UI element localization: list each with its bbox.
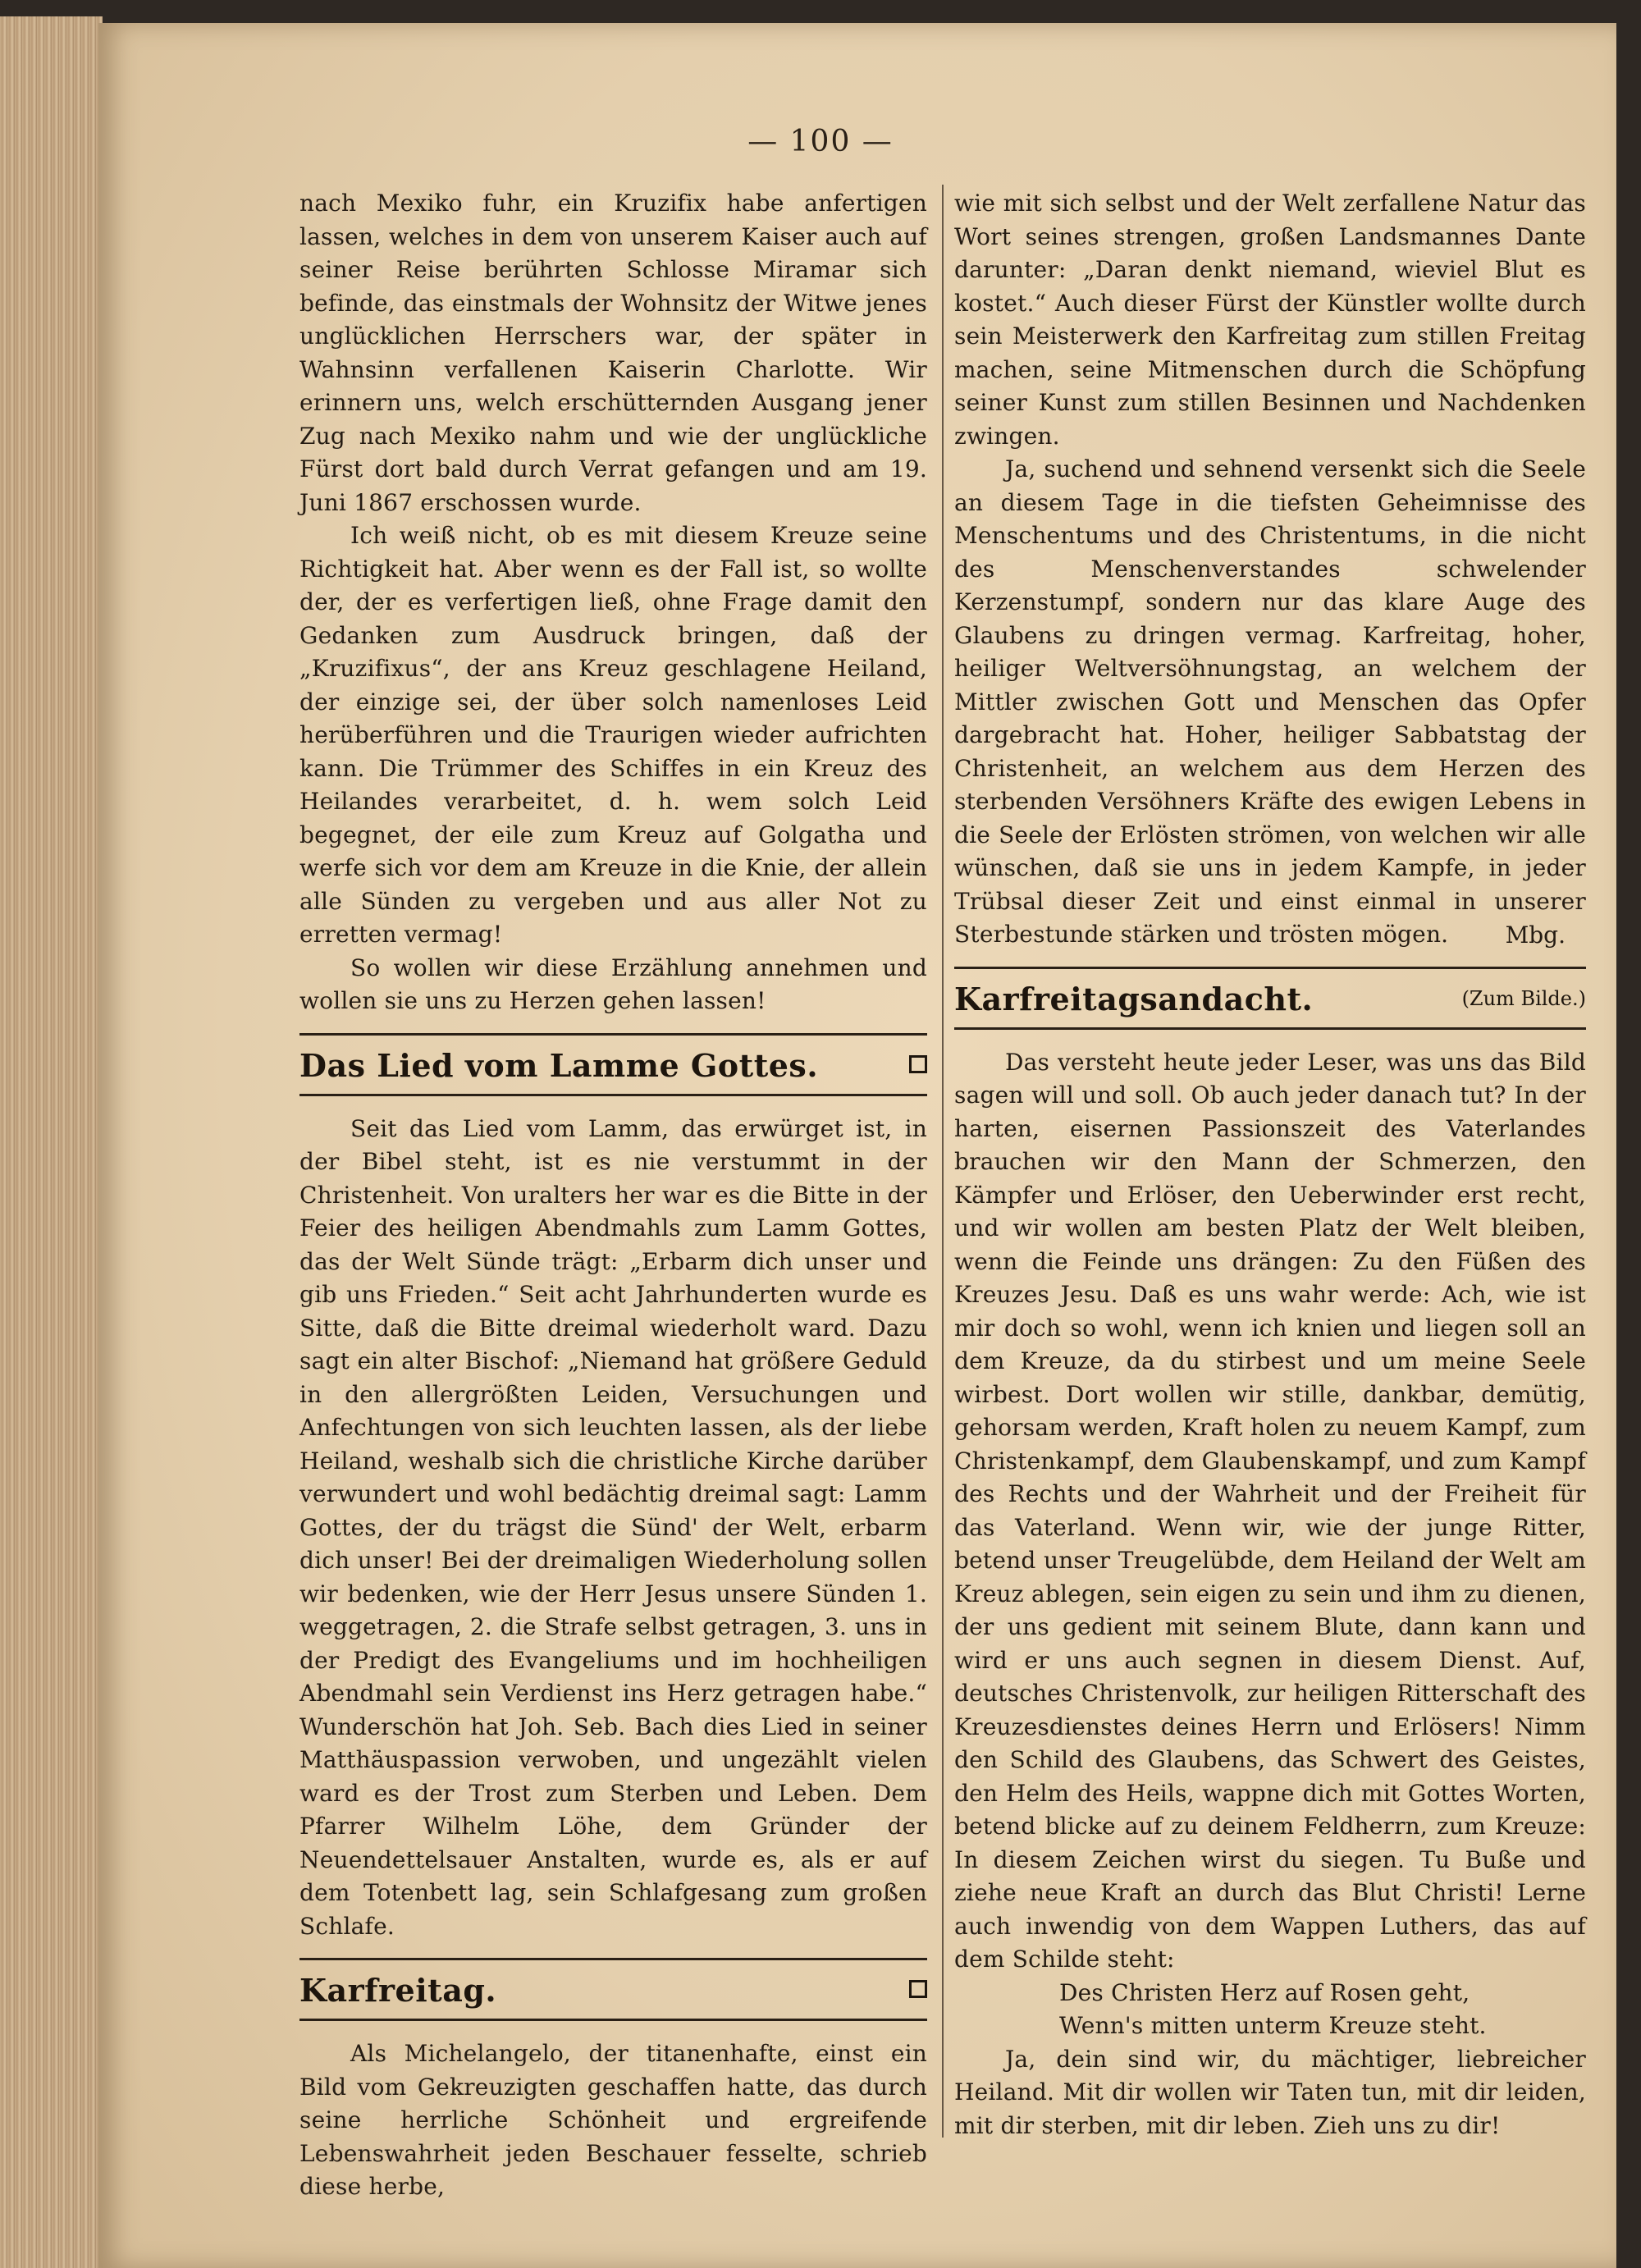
section-title-karfreitag: Karfreitag. (299, 1972, 497, 2009)
section-note-bild: (Zum Bilde.) (1461, 986, 1586, 1010)
right-column (954, 187, 1586, 2142)
left-column (299, 187, 927, 2204)
section-header-karfreitag (299, 1958, 927, 2021)
andacht-paragraph: Das versteht heute jeder Leser, was uns das Bild sagen will und soll. Ob auch jeder danach tut? In der harten, eisernen Passionszeit des Vaterlandes brauchen wir den Mann der Schmerzen, den Kämpfer und Erlöser, den Ueberwinder erst recht, und wir wollen am besten Platz der Welt bleiben, wenn die Feinde uns drängen: Zu den Füßen des Kreuzes Jesu. Daß es uns wahr werde: Ach, wie ist mir doch so wohl, wenn ich knien und liegen soll an dem Kreuze, da du stirbest und um meine Seele wirbest. Dort wollen wir stille, dankbar, demütig, gehorsam werden, Kraft holen zu neuem Kampf, zum Christenkampf, dem Glaubenskampf, und zum Kampf des Rechts und der Wahrheit und der Freiheit für das Vaterland. Wenn wir, wie der junge Ritter, betend unser Treugelübde, dem Heiland der Welt am Kreuz ablegen, sein eigen zu sein und ihm zu dienen, der uns gedient mit seinem Blute, dann kann und wird er uns auch segnen in diesem Dienst. Auf, deutsches Christenvolk, zur heiligen Ritterschaft des Kreuzesdienstes deines Herrn und Erlösers! Nimm den Schild des Glaubens, das Schwert des Geistes, den Helm des Heils, wappne dich mit Gottes Worten, betend blicke auf zu deinem Feldherrn, zum Kreuze: In diesem Zeichen wirst du siegen. Tu Buße und ziehe neue Kraft an durch das Blut Christi! Lerne auch inwendig von dem Wappen Luthers, das auf dem Schilde steht: (954, 1048, 1586, 1973)
verse-line-1: Des Christen Herz auf Rosen geht, (1059, 1978, 1470, 2006)
author-signature: Mbg. (1505, 921, 1566, 949)
left-paragraph-3: So wollen wir diese Erzählung annehmen und wollen sie uns zu Herzen gehen lassen! (299, 953, 927, 1014)
book-page-edges (0, 16, 103, 2268)
section-header-lamm (299, 1033, 927, 1096)
page-number: — 100 — (747, 125, 894, 158)
section-title-lamm: Das Lied vom Lamme Gottes. (299, 1046, 819, 1084)
andacht-closing: Ja, dein sind wir, du mächtiger, liebreicher Heiland. Mit dir wollen wir Taten tun, mit dir leiden, mit dir sterben, mit dir leben. Zieh uns zu dir! (954, 2045, 1586, 2139)
karfreitag-paragraph: Als Michelangelo, der titanenhafte, einst ein Bild vom Gekreuzigten geschaffen hatte, das durch seine herrliche Schönheit und ergreifende Lebenswahrheit jeden Beschauer fesselte, schrieb diese herbe, (299, 2040, 927, 2200)
section-title-andacht: Karfreitagsandacht. (954, 980, 1314, 1017)
section-box-icon (909, 1055, 927, 1073)
left-paragraph-1: nach Mexiko fuhr, ein Kruzifix habe anfertigen lassen, welches in dem von unserem Kaiser auch auf seiner Reise berührten Schlosse Miramar sich befinde, das einstmals der Wohnsitz der Witwe jenes unglücklichen Herrschers war, der später in Wahnsinn verfallenen Kaiserin Charlotte. Wir erinnern uns, welch erschütternden Ausgang jener Zug nach Mexiko nahm und wie der unglückliche Fürst dort bald durch Verrat gefangen und am 19. Juni 1867 erschossen wurde. (299, 190, 927, 516)
verse-line-2: Wenn's mitten unterm Kreuze steht. (1059, 2012, 1487, 2039)
section-box-icon (909, 1980, 927, 1998)
column-divider (942, 185, 944, 2138)
right-paragraph-1: wie mit sich selbst und der Welt zerfallene Natur das Wort seines strengen, großen Landsmannes Dante darunter: „Daran denkt niemand, wieviel Blut es kostet.“ Auch dieser Fürst der Künstler wollte durch sein Meisterwerk den Karfreitag zum stillen Freitag machen, seine Mitmenschen durch die Schöpfung seiner Kunst zum stillen Besinnen und Nachdenken zwingen. (954, 190, 1586, 450)
lamm-paragraph: Seit das Lied vom Lamm, das erwürget ist, in der Bibel steht, ist es nie verstummt in der Christenheit. Von uralters her war es die Bitte in der Feier des heiligen Abendmahls zum Lamm Gottes, das der Welt Sünde trägt: „Erbarm dich unser und gib uns Frieden.“ Seit acht Jahrhunderten wurde es Sitte, daß die Bitte dreimal wiederholt ward. Dazu sagt ein alter Bischof: „Niemand hat größere Geduld in den allergrößten Leiden, Versuchungen und Anfechtungen von sich leuchten lassen, als der liebe Heiland, weshalb sich die christliche Kirche darüber verwundert und wohl bedächtig dreimal sagt: Lamm Gottes, der du trägst die Sünd' der Welt, erbarm dich unser! Bei der dreimaligen Wiederholung sollen wir bedenken, wie der Herr Jesus unsere Sünden 1. weggetragen, 2. die Strafe selbst getragen, 3. uns in der Predigt des Evangeliums und im hochheiligen Abendmahl sein Verdienst ins Herz getragen habe.“ Wunderschön hat Joh. Seb. Bach dies Lied in seiner Matthäuspassion verwoben, und ungezählt vielen ward es der Trost zum Sterben und Leben. Dem Pfarrer Wilhelm Löhe, dem Gründer der Neuendettelsauer Anstalten, wurde es, als er auf dem Totenbett lag, sein Schlafgesang zum großen Schlafe. (299, 1114, 927, 1940)
right-paragraph-2: Ja, suchend und sehnend versenkt sich die Seele an diesem Tage in die tiefsten Geheimnisse des Menschentums und des Christentums, in die nicht des Menschenverstandes schwelender Kerzenstumpf, sondern nur das klare Auge des Glaubens zu dringen vermag. Karfreitag, hoher, heiliger Weltversöhnungstag, an welchem der Mittler zwischen Gott und Menschen das Opfer dargebracht hat. Hoher, heiliger Sabbatstag der Christenheit, an welchem aus dem Herzen des sterbenden Versöhners Kräfte des ewigen Lebens in die Seele der Erlösten strömen, von welchen wir alle wünschen, daß sie uns in jedem Kampfe, in jeder Trübsal dieser Zeit und einst einmal in unserer Sterbestunde stärken und trösten mögen. (954, 455, 1586, 948)
section-header-andacht (954, 967, 1586, 1030)
left-paragraph-2: Ich weiß nicht, ob es mit diesem Kreuze seine Richtigkeit hat. Aber wenn es der Fall ist, so wollte der, der es verfertigen ließ, ohne Frage damit den Gedanken zum Ausdruck bringen, daß der „Kruzifixus“, der ans Kreuz geschlagene Heiland, der einzige sei, der über solch namenloses Leid herüberführen und die Traurigen wieder aufrichten kann. Die Trümmer des Schiffes in ein Kreuz des Heilandes verarbeitet, d. h. wem solch Leid begegnet, der eile zum Kreuz auf Golgatha und werfe sich vor dem am Kreuze in die Knie, der allein alle Sünden zu vergeben und aus aller Not zu erretten vermag! (299, 522, 927, 948)
